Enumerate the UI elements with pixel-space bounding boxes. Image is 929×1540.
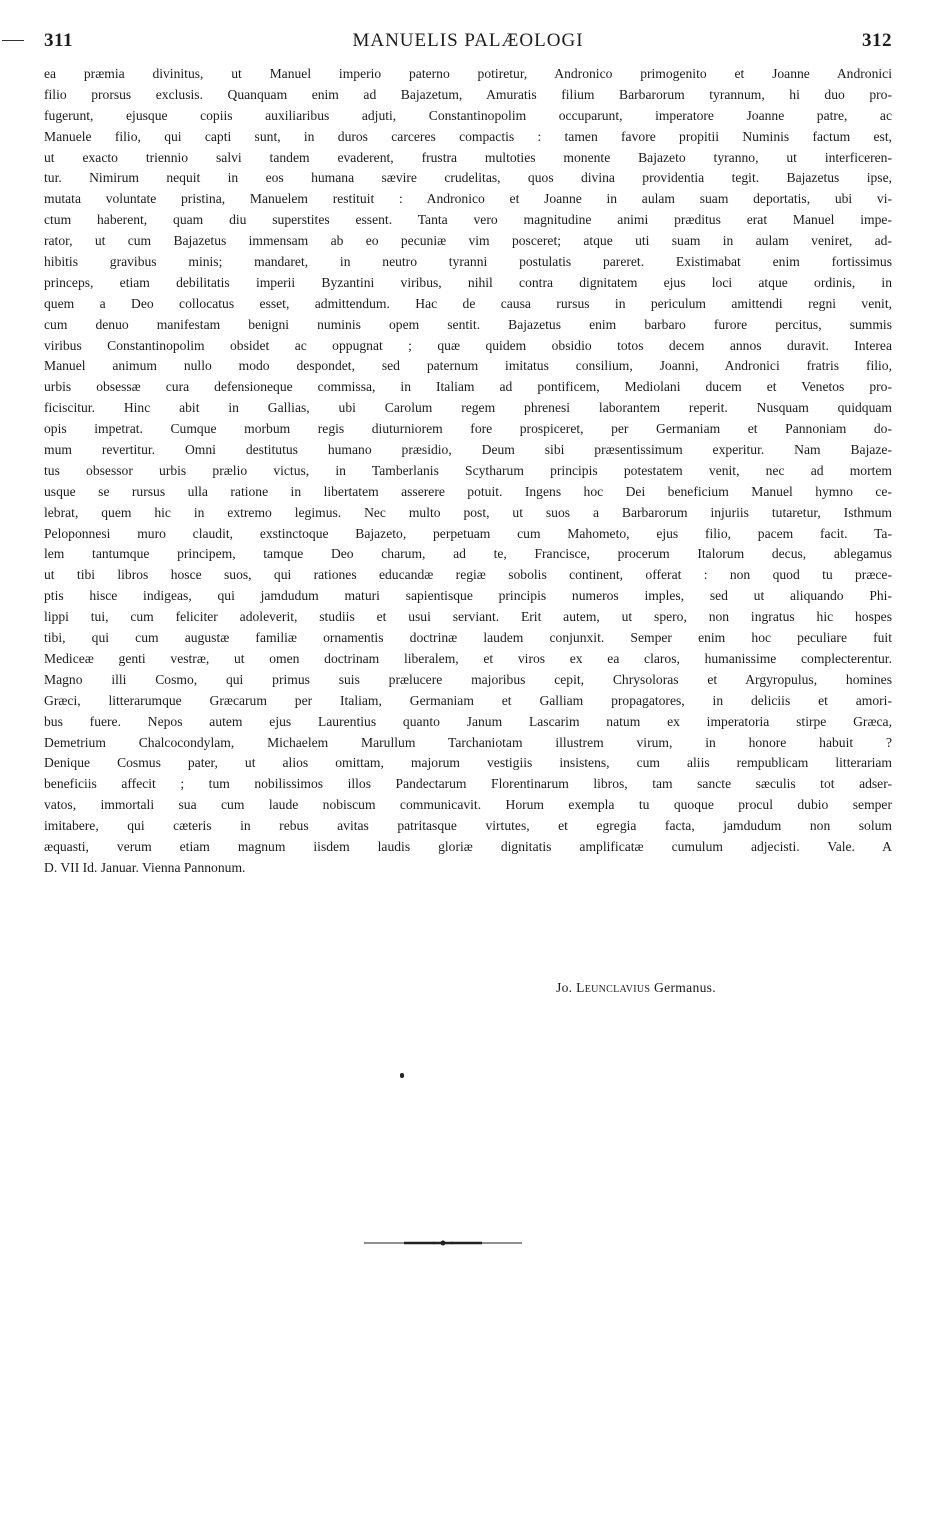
text-line: lippi tui, cum feliciter adoleverit, studiis et usui serviant. Erit autem, ut spero, non ingratus hic hospes: [44, 609, 892, 625]
text-line: ut tibi libros hosce suos, qui rationes educandæ regiæ sobolis continent, offerat : non quod tu præce-: [44, 567, 892, 583]
text-line: urbis obsessæ cura defensioneque commissa, in Italiam ad pontificem, Mediolani ducem et Venetos pro-: [44, 379, 892, 395]
stray-dot: [400, 1073, 404, 1078]
page-header: [44, 30, 892, 60]
text-line: rator, ut cum Bajazetus immensam ab eo pecuniæ vim posceret; atque uti suam in aulam veniret, ad-: [44, 233, 892, 249]
text-line: ctum haberent, quam diu superstites essent. Tanta vero magnitudine animi præditus erat Manuel impe-: [44, 212, 892, 228]
text-line: beneficiis affecit ; tum nobilissimos illos Pandectarum Florentinarum libros, tam sancte sæculis tot adser-: [44, 776, 892, 792]
margin-mark: [2, 40, 24, 41]
text-line: mutata voluntate pristina, Manuelem restituit : Andronico et Joanne in aulam suam deportatis, ubi vi-: [44, 191, 892, 207]
text-line: imitabere, qui cæteris in rebus avitas patritasque virtutes, et egregia facta, jamdudum non solum: [44, 818, 892, 834]
text-line: Græci, litterarumque Græcarum per Italiam, Germaniam et Galliam propagatores, in deliciis et amori-: [44, 692, 892, 708]
text-line: Demetrium Chalcocondylam, Michaelem Marullum Tarchaniotam illustrem virum, in honore habuit ?: [44, 734, 892, 750]
text-line: Peloponnesi muro claudit, exstinctoque Bajazeto, perpetuam cum Mahometo, ejus filio, pacem facit. Ta-: [44, 525, 892, 541]
text-line: mum revertitur. Omni destitutus humano præsidio, Deum sibi præsentissimum experitur. Nam Bajaze-: [44, 442, 892, 458]
signature: [556, 980, 716, 996]
text-line: tibi, qui cum augustæ familiæ ornamentis doctrinæ laudem conjunxit. Semper enim hoc peculiare fuit: [44, 630, 892, 646]
text-line: filio prorsus exclusis. Quanquam enim ad Bajazetum, Amuratis filium Barbarorum tyrannum, hi duo pro-: [44, 86, 892, 102]
signature-initial: Jo.: [556, 980, 573, 995]
text-line: Manuele filio, qui capti sunt, in duros carceres compactis : tamen favore propitii Numinis factum est,: [44, 128, 892, 144]
end-ornament-rule: [364, 1239, 522, 1247]
text-line: opis impetrat. Cumque morbum regis diuturniorem fore prospiceret, per Germaniam et Pannoniam do-: [44, 421, 892, 437]
text-line: ea præmia divinitus, ut Manuel imperio paterno potiretur, Andronico primogenito et Joanne Andronici: [44, 66, 892, 81]
signature-name: Leunclavius: [576, 980, 651, 995]
signature-suffix: Germanus.: [654, 980, 716, 995]
text-line: tus obsessor urbis prælio victus, in Tamberlanis Scytharum principis potestatem venit, nec ad mortem: [44, 462, 892, 478]
text-line: princeps, etiam debilitatis imperii Byzantini viribus, nihil contra dignitatem ejus loci atque ordinis, in: [44, 274, 892, 290]
text-line: fugerunt, ejusque copiis auxiliaribus adjuti, Constantinopolim occuparunt, imperatore Joanne patre, ac: [44, 107, 892, 123]
text-line: viribus Constantinopolim obsidet ac oppugnat ; quæ quidem obsidio totos decem annos duravit. Interea: [44, 337, 892, 353]
text-line: æquasti, verum etiam magnum iisdem laudis gloriæ dignitatis amplificatæ cumulum adjecisti. Vale. A: [44, 838, 892, 854]
text-line: ut exacto triennio salvi tandem evaderent, frustra multoties monente Bajazeto tyranno, ut interficeren-: [44, 149, 892, 165]
page-number-left: 311: [44, 30, 73, 51]
text-line: ficiscitur. Hinc abit in Gallias, ubi Carolum regem phrenesi laborantem reperit. Nusquam quidquam: [44, 400, 892, 416]
text-line: cum denuo manifestam benigni numinis opem sentit. Bajazetus enim barbaro furore percitus, summis: [44, 316, 892, 332]
text-line: quem a Deo collocatus esset, admittendum. Hac de causa rursus in periculum amittendi regni venit,: [44, 295, 892, 311]
text-line: Magno illi Cosmo, qui primus suis prælucere majoribus cepit, Chrysoloras et Argyropulus, homines: [44, 671, 892, 687]
text-line: vatos, immortali sua cum laude nobiscum communicavit. Horum exempla tu quoque procul dubio semper: [44, 797, 892, 813]
text-line: lem tantumque principem, tamque Deo charum, ad te, Francisce, procerum Italorum decus, ablegamus: [44, 546, 892, 562]
body-text: [44, 64, 892, 879]
page-number-right: 312: [862, 30, 892, 51]
text-line: hibitis gravibus minis; mandaret, in neutro tyranni postulatis pareret. Existimabat enim fortissimus: [44, 254, 892, 270]
text-line: bus fuere. Nepos autem ejus Laurentius quanto Janum Lascarim natum ex imperatoria stirpe Græca,: [44, 713, 892, 729]
text-line: D. VII Id. Januar. Vienna Pannonum.: [44, 859, 246, 875]
text-line: usque se rursus ulla ratione in libertatem asserere potuit. Ingens hoc Dei beneficium Manuel hymno ce-: [44, 483, 892, 499]
text-line: tur. Nimirum nequit in eos humana sævire crudelitas, quos divina providentia tegit. Bajazetus ipse,: [44, 170, 892, 186]
text-line: lebrat, quem hic in extremo legimus. Nec multo post, ut suos a Barbarorum injuriis tutaretur, Isthmum: [44, 504, 892, 520]
text-line: Mediceæ genti vestræ, ut omen doctrinam liberalem, et viros ex ea claros, humanissime complecterentur.: [44, 650, 892, 666]
text-line: Denique Cosmus pater, ut alios omittam, majorum vestigiis insistens, cum aliis rempublicam litterariam: [44, 755, 892, 771]
text-line: ptis hisce indigeas, qui jamdudum maturi sapientisque principis numeros imples, sed ut aliquando Phi-: [44, 588, 892, 604]
text-line: Manuel animum nullo modo despondet, sed paternum imitatus consilium, Joanni, Andronici fratris filio,: [44, 358, 892, 374]
running-title: MANUELIS PALÆOLOGI: [352, 30, 584, 51]
